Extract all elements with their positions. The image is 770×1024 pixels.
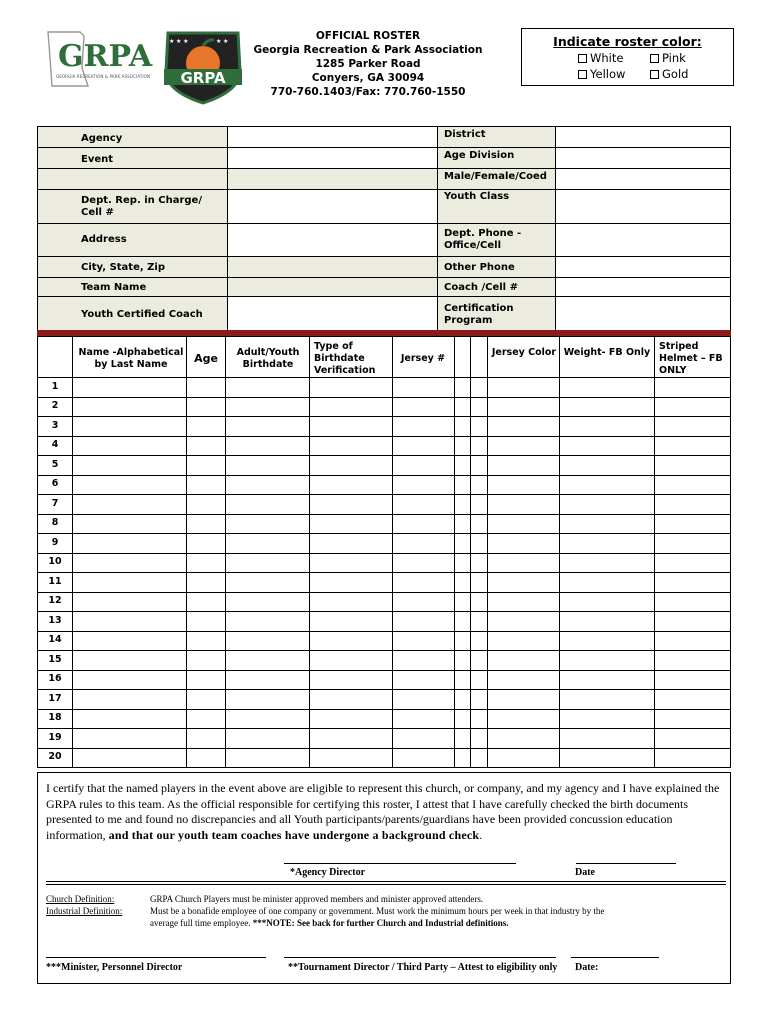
industrial-definition-cont: average full time employee. ***NOTE: See back for further Church and Industrial definitions. [150,918,509,928]
row-number: 11 [48,575,62,587]
agency-input[interactable] [228,127,437,147]
label-other-phone: Other Phone [444,262,515,273]
row-number: 2 [51,400,59,412]
district-input[interactable] [556,127,730,147]
industrial-definition-text: Must be a bonafide employee of one company or government. Must work the minimum hours per week in that industry by the [150,906,605,916]
table-row[interactable] [73,612,729,630]
row-number: 16 [48,673,62,685]
table-row[interactable] [73,671,729,689]
header-name: Name -Alphabetical by Last Name [78,347,184,370]
svg-text:GRPA: GRPA [180,69,226,87]
table-row[interactable] [73,437,729,455]
label-address: Address [81,234,127,245]
table-row[interactable] [73,515,729,533]
table-row[interactable] [73,476,729,494]
other-phone-input[interactable] [556,257,730,277]
minister-label: ***Minister, Personnel Director [46,962,183,973]
event-input[interactable] [228,148,437,168]
date-line-1[interactable] [576,863,676,864]
checkbox-icon[interactable] [650,70,659,79]
table-row[interactable] [73,749,729,767]
row-number: 17 [48,692,62,704]
row-number: 3 [51,419,59,431]
row-number: 12 [48,595,62,607]
row-number: 8 [51,517,59,529]
roster-color-box [521,28,734,86]
header-jersey-color: Jersey Color [491,347,557,358]
label-dept-rep: Dept. Rep. in Charge/ Cell # [81,195,202,218]
checkbox-icon[interactable] [650,54,659,63]
table-row[interactable] [73,554,729,572]
tournament-director-label: **Tournament Director / Third Party – Attest to eligibility only [288,962,558,973]
date-line-2[interactable] [571,957,659,958]
dept-phone-input[interactable] [556,224,730,256]
industrial-definition-label: Industrial Definition: [46,906,123,916]
label-city-state-zip: City, State, Zip [81,262,165,273]
header-age: Age [194,352,218,365]
color-option-pink[interactable]: Pink [650,51,686,65]
table-row[interactable] [73,398,729,416]
table-row[interactable] [73,690,729,708]
player-roster-table [37,336,731,768]
logo-tagline: GEORGIA RECREATION & PARK ASSOCIATION [56,74,150,79]
row-number: 7 [51,497,59,509]
agency-director-label: *Agency Director [290,867,366,878]
label-agency: Agency [81,133,123,144]
roster-color-title: Indicate roster color: [553,34,702,49]
svg-text:GRPA: GRPA [58,39,153,74]
table-row[interactable] [73,593,729,611]
color-option-gold[interactable]: Gold [650,67,688,81]
color-option-yellow[interactable]: Yellow [578,67,625,81]
row-number: 19 [48,731,62,743]
table-row[interactable] [73,710,729,728]
address-input[interactable] [228,224,437,256]
background-check-clause: and that our youth team coaches have undergone a background check [108,827,480,842]
label-event: Event [81,154,114,165]
note-text: ***NOTE: See back for further Church and Industrial definitions. [252,918,509,928]
row-number: 9 [51,536,59,548]
table-row[interactable] [73,378,729,396]
label-district: District [444,129,486,140]
label-team-name: Team Name [81,282,147,293]
gender-input[interactable] [556,169,730,189]
row-number: 14 [48,634,62,646]
label-certification: Certification Program [444,303,514,326]
header-helmet: Striped Helmet – FB ONLY [659,341,723,376]
coach-cell-input[interactable] [556,278,730,296]
label-coach-cell: Coach /Cell # [444,282,518,293]
row-number: 6 [51,478,59,490]
table-row[interactable] [73,573,729,591]
tournament-director-signature-line[interactable] [284,957,556,958]
roster-title: OFFICIAL ROSTER [315,30,421,42]
certification-statement: I certify that the named players in the event above are eligible to represent this church, or company, and my agency and I have explained the GRPA rules to this team. As the official responsible for certifying this roster, I attest that I have carefully checked the birth documents presented to me and found no discrepancies and all Youth participants/parents/guardians have been provided concussion education information, and that our youth team coaches have undergone a background check. [46,781,720,842]
organization-address [250,29,486,99]
checkbox-icon[interactable] [578,54,587,63]
phone-fax: 770-760.1403/Fax: 770.760-1550 [270,86,466,98]
label-gender: Male/Female/Coed [444,171,547,182]
date-label-2: Date: [575,962,599,973]
church-definition-text: GRPA Church Players must be minister approved members and minister approved attenders. [150,894,484,904]
header-weight: Weight- FB Only [563,347,651,358]
row-number: 4 [51,439,59,451]
label-age-division: Age Division [444,150,515,161]
row-number: 1 [51,380,59,392]
row-number: 10 [48,556,62,568]
city-state: Conyers, GA 30094 [311,72,425,84]
header-birthdate: Adult/Youth Birthdate [236,347,300,370]
team-info-table [37,126,731,331]
label-youth-coach: Youth Certified Coach [81,309,203,320]
table-row[interactable] [73,417,729,435]
coach-input[interactable] [228,297,437,330]
age-division-input[interactable] [556,148,730,168]
grpa-emblem [160,27,246,105]
row-number: 5 [51,458,59,470]
color-option-white[interactable]: White [578,51,623,65]
org-name: Georgia Recreation & Park Association [253,44,483,56]
row-number: 18 [48,712,62,724]
church-definition-label: Church Definition: [46,894,115,904]
certification-input[interactable] [556,297,730,330]
youth-class-input[interactable] [556,190,730,223]
table-row[interactable] [73,495,729,513]
table-row[interactable] [73,456,729,474]
header-verification: Type of Birthdate Verification [314,341,376,376]
checkbox-icon[interactable] [578,70,587,79]
row-number: 13 [48,614,62,626]
minister-signature-line[interactable] [46,957,266,958]
label-youth-class: Youth Class [444,191,510,202]
label-dept-phone: Dept. Phone - Office/Cell [444,228,522,251]
agency-director-signature-line[interactable] [284,863,516,864]
header-jersey-number: Jersey # [400,353,446,364]
dept-rep-input[interactable] [228,190,437,223]
grpa-logo [44,28,156,90]
date-label-1: Date [575,867,595,878]
certification-section [37,772,731,984]
row-number: 20 [48,751,62,763]
row-number: 15 [48,653,62,665]
table-row[interactable] [73,651,729,669]
svg-text:★ ★ ★: ★ ★ ★ [169,39,189,45]
table-row[interactable] [73,632,729,650]
table-row[interactable] [73,729,729,747]
double-divider [46,881,726,885]
street-address: 1285 Parker Road [315,58,421,70]
svg-text:★ ★: ★ ★ [216,39,229,45]
table-row[interactable] [73,534,729,552]
